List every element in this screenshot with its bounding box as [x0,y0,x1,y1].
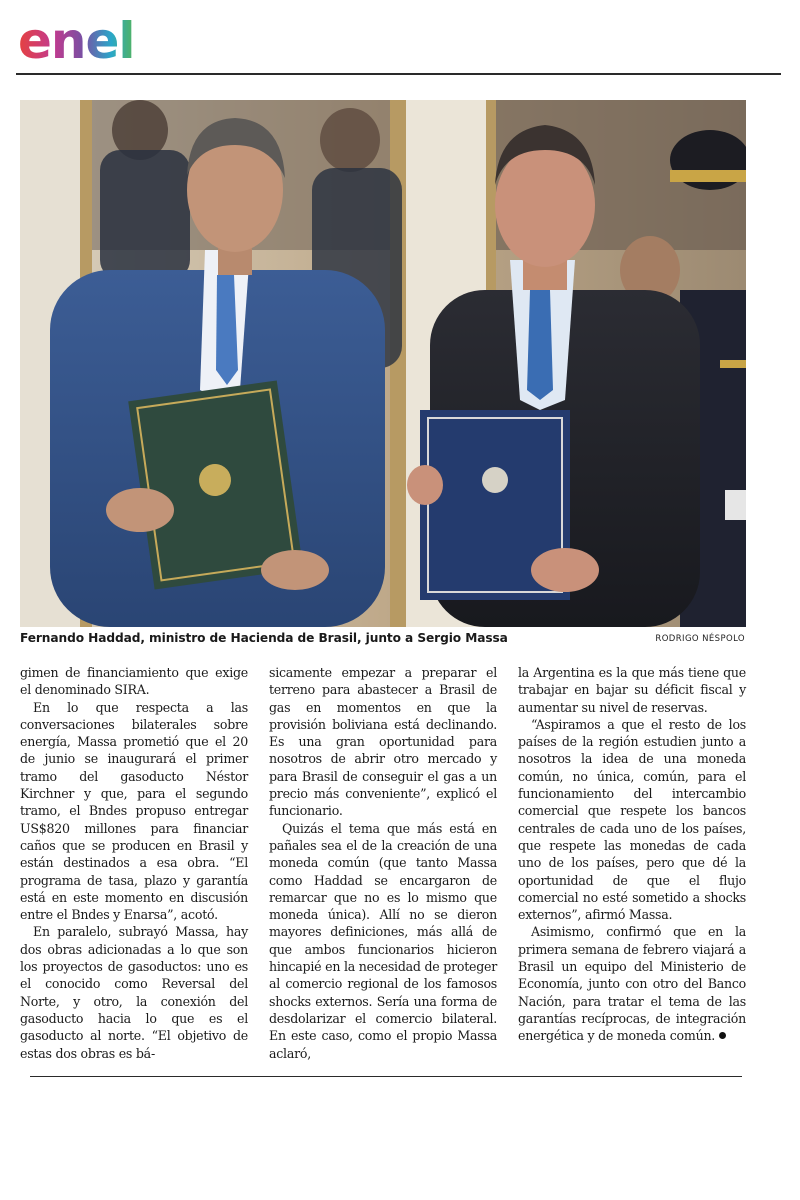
article-column-3 [518,664,746,1044]
end-mark-icon [719,1032,726,1039]
svg-text:enel: enel [18,14,135,66]
photo-credit: RODRIGO NÉSPOLO [655,634,745,644]
article-body [20,664,746,1061]
paragraph: En lo que respecta a las conversaciones bilaterales sobre energía, Massa prometió que el 20 de junio se inaugurará el primer tramo del gasoducto Néstor Kirchner y que, para el segundo tramo, el Bndes propuso entregar US$820 millones para financiar caños que se producen en Brasil y están destinados a esa obra. “El programa de tasa, plazo y garantía está en este momento en discusión entre el Bndes y Enarsa”, acotó. [20,699,248,923]
footer-rule [30,1076,742,1077]
header-rule [16,73,781,75]
paragraph-last [518,923,746,1044]
news-photo [20,100,746,627]
paragraph: “Aspiramos a que el resto de los países de la región estudien junto a nosotros la idea de una moneda común, no única, común, para el funcionamiento del intercambio comercial que respete los bancos centrales de cada uno de los países, que respete las monedas de cada uno de los países, pero que dé la oportunidad de que el flujo comercial no esté sometido a shocks externos”, afirmó Massa. [518,716,746,923]
photo-caption: Fernando Haddad, ministro de Hacienda de Brasil, junto a Sergio Massa [20,631,508,645]
article-column-1 [20,664,248,1061]
paragraph: sicamente empezar a preparar el terreno para abastecer a Brasil de gas en momentos en que la provisión boliviana está declinando. Es una gran oportunidad para nosotros de abrir otro mercado y para Brasil de conseguir el gas a un precio más conveniente”, explicó el funcionario. [269,665,497,819]
paragraph: la Argentina es la que más tiene que trabajar en bajar su déficit fiscal y aumentar su nivel de reservas. [518,665,746,715]
paragraph-text: Asimismo, confirmó que en la primera semana de febrero viajará a Brasil un equipo del Ministerio de Economía, junto con otro del Banco Nación, para tratar el tema de las garantías recíprocas, de integración energética y de moneda común. [518,924,746,1044]
paragraph: gimen de financiamiento que exige el denominado SIRA. [20,665,248,698]
enel-logo [18,14,178,66]
paragraph: En paralelo, subrayó Massa, hay dos obras adicionadas a lo que son los proyectos de gasoductos: uno es el conocido como Reversal del Norte, y otro, la conexión del gasoducto hacia lo que es el gasoducto al norte. “El objetivo de estas dos obras es bá- [20,924,248,1061]
article-column-2 [269,664,497,1061]
paragraph: Quizás el tema que más está en pañales sea el de la creación de una moneda común (que tanto Massa como Haddad se encargaron de remarcar que no es lo mismo que moneda única). Allí no se dieron mayores definiciones, más allá de que ambos funcionarios hicieron hincapié en la necesidad de proteger al comercio regional de los famosos shocks externos. Sería una forma de desdolarizar el comercio bilateral. En este caso, como el propio Massa aclaró, [269,820,497,1061]
